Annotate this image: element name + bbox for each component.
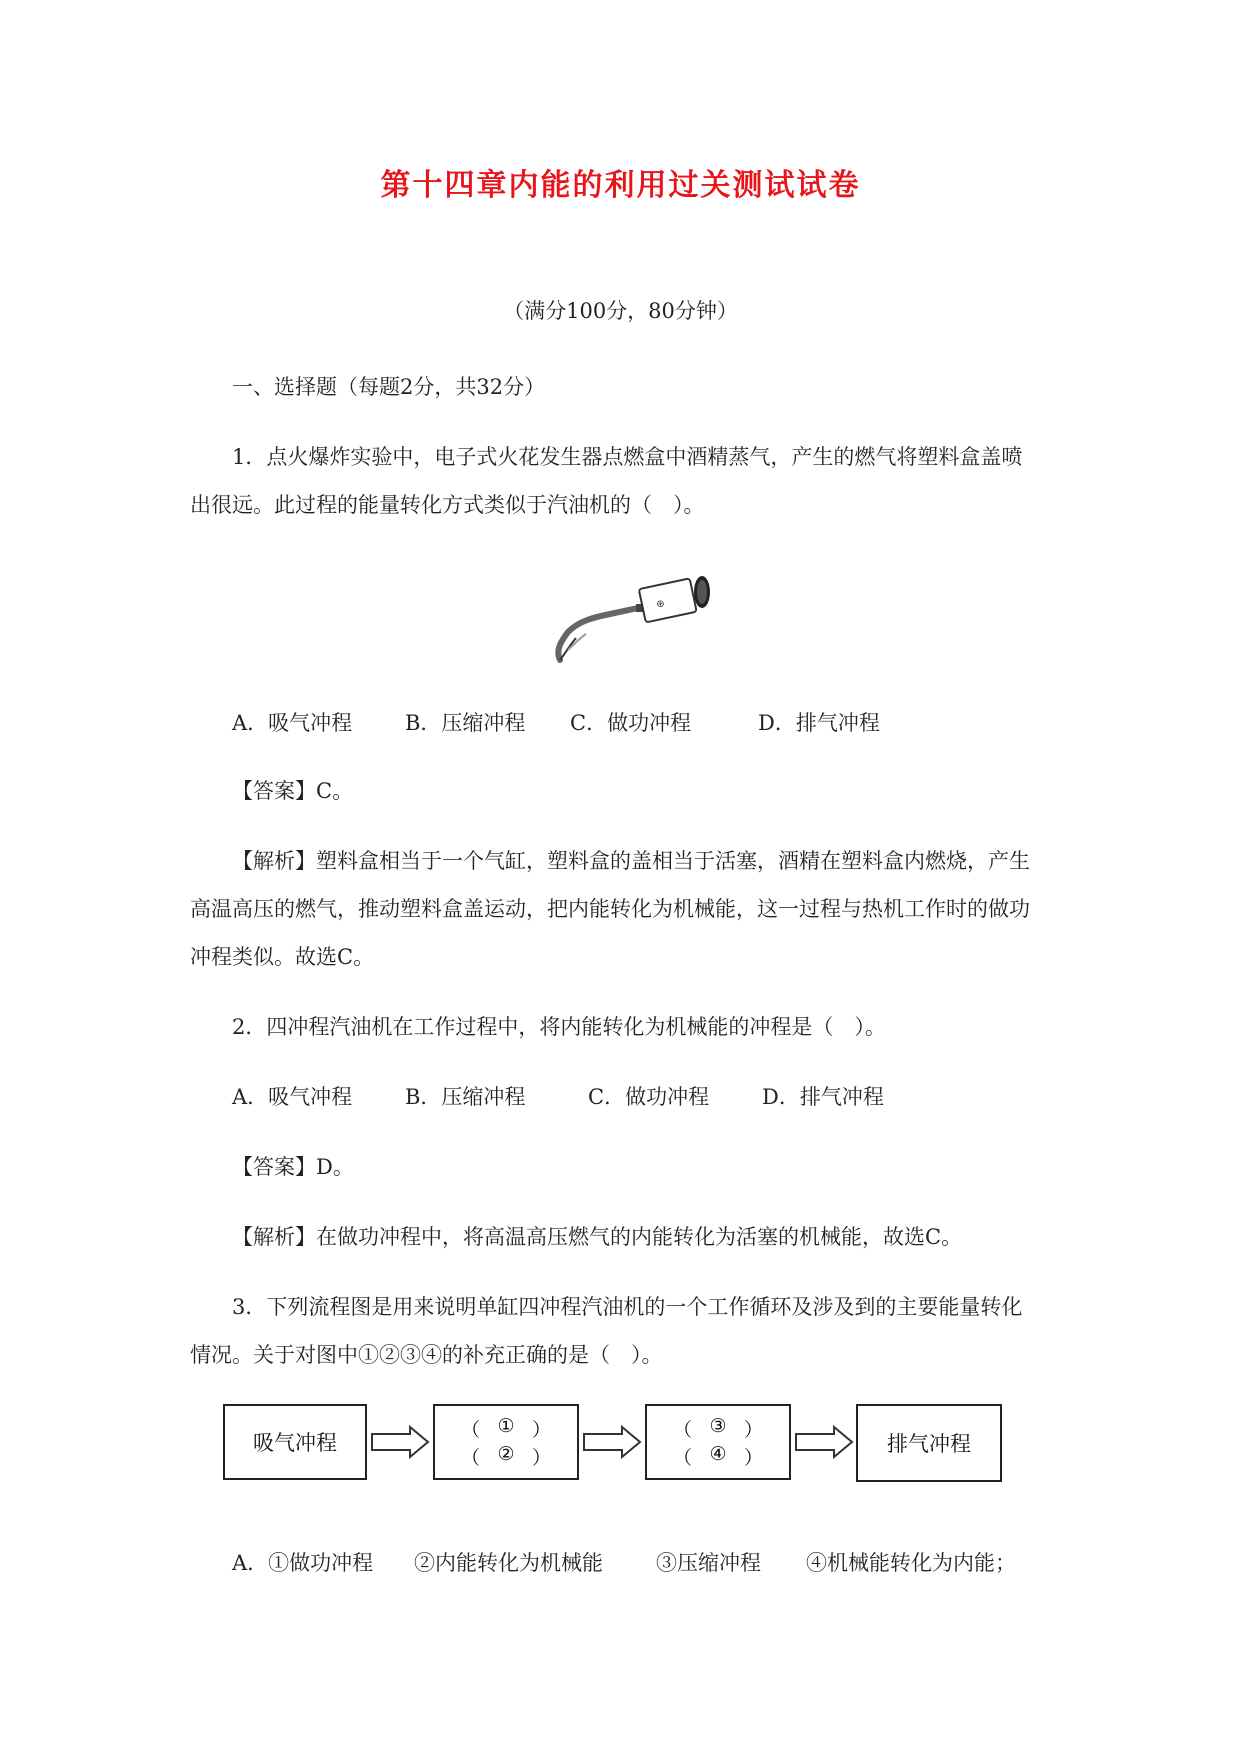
flow-box-exhaust-label: 排气冲程 xyxy=(887,1432,971,1456)
svg-text:⊕: ⊕ xyxy=(655,598,666,611)
mark-4: ④ xyxy=(709,1442,727,1465)
flow-box-intake xyxy=(223,1404,367,1480)
section-heading: 一、选择题（每题2分，共32分） xyxy=(232,375,546,399)
page-title: 第十四章内能的利用过关测试试卷 xyxy=(380,168,861,203)
q2-analysis: 【解析】在做功冲程中，将高温高压燃气的内能转化为活塞的机械能，故选C。 xyxy=(232,1225,963,1249)
q3-stem-line1: 3．下列流程图是用来说明单缸四冲程汽油机的一个工作循环及涉及到的主要能量转化 xyxy=(232,1295,1023,1319)
q1-stem-line2: 出很远。此过程的能量转化方式类似于汽油机的（ ）。 xyxy=(190,493,705,517)
score-time-note: （满分100分，80分钟） xyxy=(503,299,738,323)
q2-answer: 【答案】D。 xyxy=(232,1155,354,1179)
q3-option-a-part1: A．①做功冲程 xyxy=(232,1551,374,1575)
q1-option-d: D．排气冲程 xyxy=(758,711,880,735)
ignition-experiment-figure xyxy=(550,560,720,670)
q1-option-a: A．吸气冲程 xyxy=(232,711,353,735)
flow-box-3: （ ③ ） （ ④ ） xyxy=(645,1404,791,1480)
mark-1: ① xyxy=(497,1414,515,1437)
q3-option-a-part2: ②内能转化为机械能 xyxy=(414,1551,603,1575)
q2-stem: 2．四冲程汽油机在工作过程中，将内能转化为机械能的冲程是（ ）。 xyxy=(232,1015,886,1039)
q3-option-a-part4: ④机械能转化为内能； xyxy=(806,1551,1016,1575)
flow-arrow-3-icon xyxy=(794,1425,854,1459)
q2-option-c: C．做功冲程 xyxy=(588,1085,710,1109)
q3-option-a-part3: ③压缩冲程 xyxy=(656,1551,761,1575)
q1-analysis-line2: 高温高压的燃气，推动塑料盒盖运动，把内能转化为机械能，这一过程与热机工作时的做功 xyxy=(190,897,1030,921)
q1-option-c: C．做功冲程 xyxy=(570,711,692,735)
q3-stem-line2: 情况。关于对图中①②③④的补充正确的是（ ）。 xyxy=(190,1343,663,1367)
q1-analysis-line3: 冲程类似。故选C。 xyxy=(190,945,375,969)
flow-box-intake-label: 吸气冲程 xyxy=(253,1431,337,1455)
flow-box-exhaust xyxy=(856,1404,1002,1482)
q1-option-b: B．压缩冲程 xyxy=(405,711,526,735)
q1-answer: 【答案】C。 xyxy=(232,779,354,803)
q1-stem-line1: 1．点火爆炸实验中，电子式火花发生器点燃盒中酒精蒸气，产生的燃气将塑料盒盖喷 xyxy=(232,445,1023,469)
flow-arrow-2-icon xyxy=(582,1425,642,1459)
mark-2: ② xyxy=(497,1442,515,1465)
q1-analysis-line1: 【解析】塑料盒相当于一个气缸，塑料盒的盖相当于活塞，酒精在塑料盒内燃烧，产生 xyxy=(232,849,1030,873)
flow-arrow-1-icon xyxy=(370,1425,430,1459)
q2-option-d: D．排气冲程 xyxy=(762,1085,884,1109)
q2-option-b: B．压缩冲程 xyxy=(405,1085,526,1109)
flow-box-2: （ ① ） （ ② ） xyxy=(433,1404,579,1480)
mark-3: ③ xyxy=(709,1414,727,1437)
q2-option-a: A．吸气冲程 xyxy=(232,1085,353,1109)
